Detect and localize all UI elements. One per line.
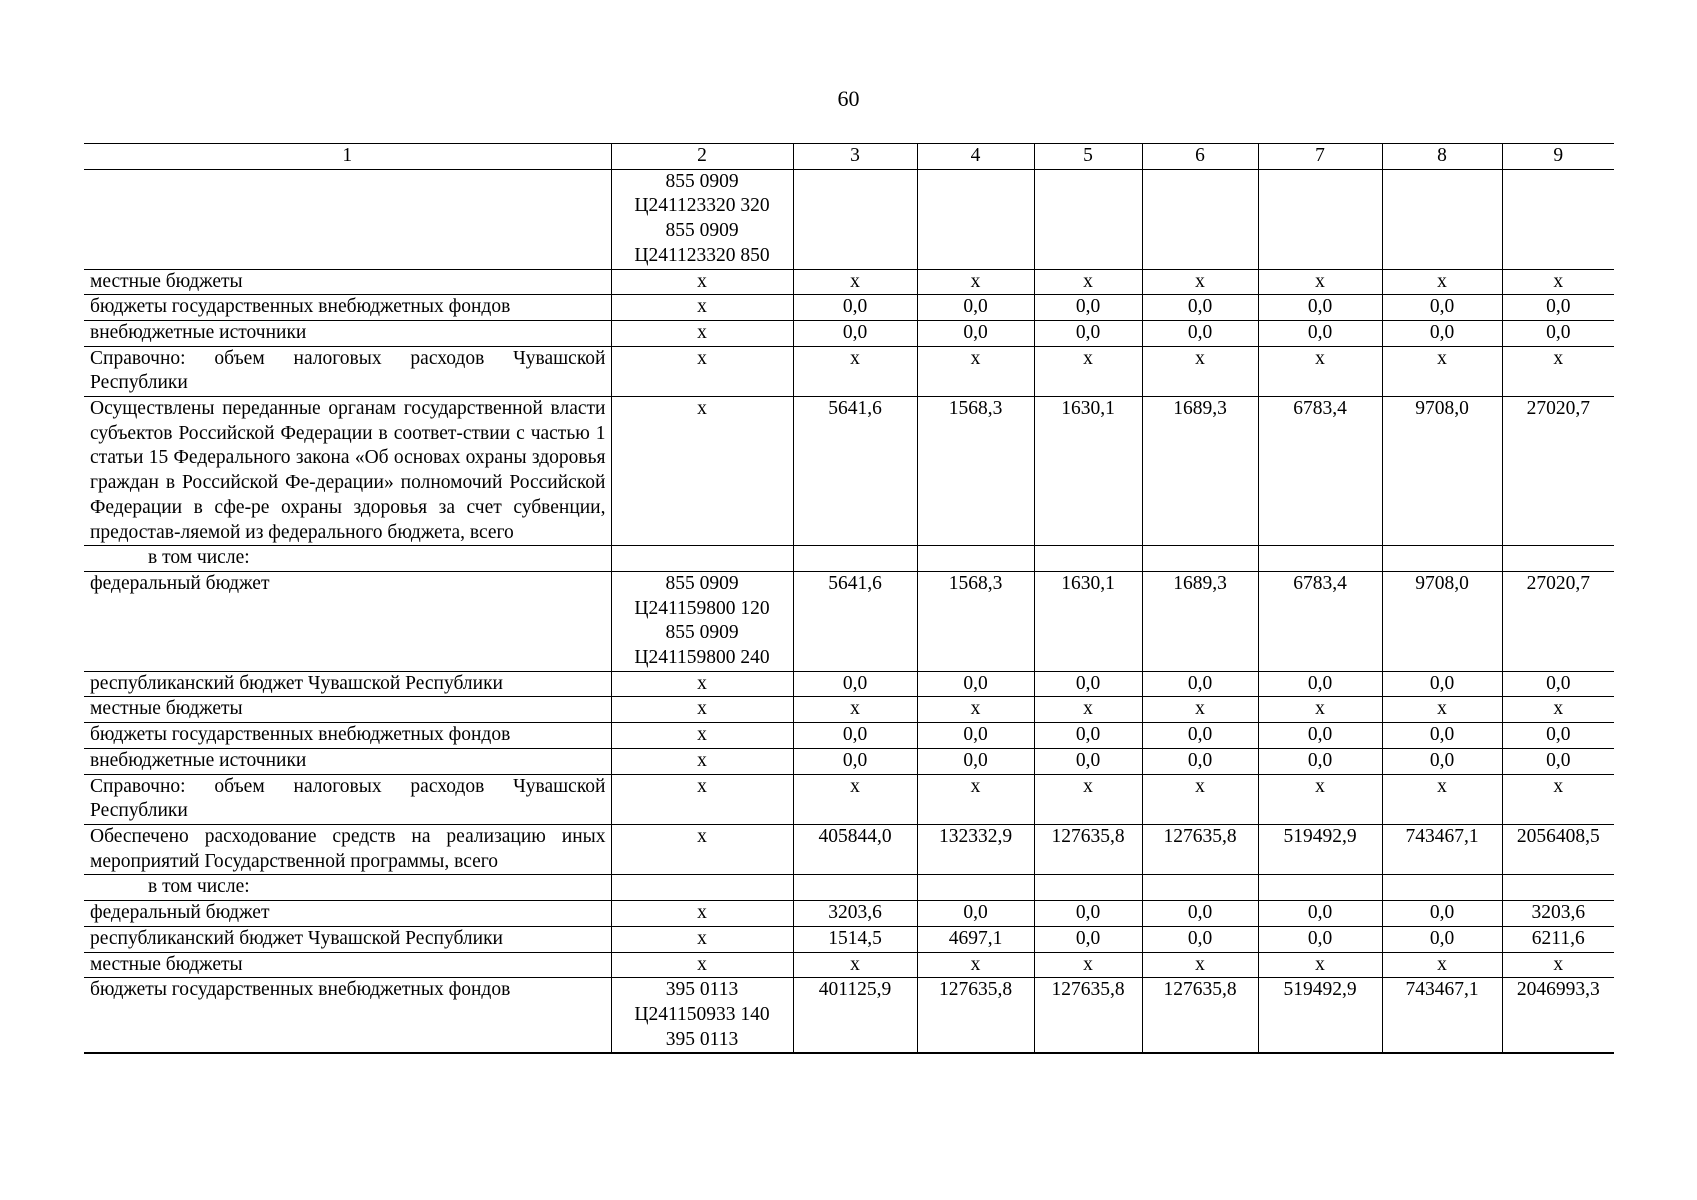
row-description: республиканский бюджет Чувашской Республики bbox=[84, 926, 611, 952]
value-cell: х bbox=[1034, 774, 1142, 824]
value-cell: 519492,9 bbox=[1258, 978, 1382, 1054]
value-cell: 0,0 bbox=[1034, 671, 1142, 697]
value-cell bbox=[1034, 546, 1142, 572]
budget-code-cell bbox=[611, 875, 793, 901]
value-cell: 3203,6 bbox=[1502, 901, 1614, 927]
value-cell: х bbox=[1382, 269, 1502, 295]
value-cell: 519492,9 bbox=[1258, 824, 1382, 874]
value-cell: 0,0 bbox=[1142, 748, 1258, 774]
value-cell: 2056408,5 bbox=[1502, 824, 1614, 874]
value-cell: 0,0 bbox=[1034, 901, 1142, 927]
value-cell: 0,0 bbox=[1034, 320, 1142, 346]
budget-code-cell bbox=[611, 295, 793, 321]
value-cell: 1568,3 bbox=[917, 397, 1034, 546]
value-cell: х bbox=[793, 952, 917, 978]
budget-code-cell bbox=[611, 269, 793, 295]
header-cell: 2 bbox=[611, 144, 793, 170]
value-cell bbox=[1034, 875, 1142, 901]
value-cell: 5641,6 bbox=[793, 571, 917, 671]
row-description: Справочно: объем налоговых расходов Чувашской Республики bbox=[84, 774, 611, 824]
value-cell: 27020,7 bbox=[1502, 571, 1614, 671]
budget-code-cell bbox=[611, 346, 793, 396]
value-cell: 0,0 bbox=[1382, 723, 1502, 749]
row-description: бюджеты государственных внебюджетных фондов bbox=[84, 723, 611, 749]
budget-code-cell bbox=[611, 571, 793, 671]
value-cell: 1568,3 bbox=[917, 571, 1034, 671]
budget-code-line: х bbox=[697, 270, 707, 292]
value-cell: х bbox=[1382, 697, 1502, 723]
value-cell: х bbox=[1382, 774, 1502, 824]
value-cell: х bbox=[1502, 774, 1614, 824]
value-cell: 0,0 bbox=[1258, 671, 1382, 697]
value-cell: 0,0 bbox=[917, 295, 1034, 321]
table-row bbox=[84, 901, 1614, 927]
budget-code-line: 855 0909 bbox=[665, 622, 739, 644]
value-cell: 6211,6 bbox=[1502, 926, 1614, 952]
value-cell: х bbox=[1502, 269, 1614, 295]
value-cell: 9708,0 bbox=[1382, 397, 1502, 546]
table-row bbox=[84, 697, 1614, 723]
value-cell: х bbox=[1382, 346, 1502, 396]
budget-code-line: Ц241159800 240 bbox=[634, 647, 770, 669]
budget-code-line: х bbox=[697, 825, 707, 847]
budget-table bbox=[84, 143, 1614, 1054]
budget-code-cell bbox=[611, 774, 793, 824]
row-description bbox=[84, 169, 611, 269]
table-row bbox=[84, 320, 1614, 346]
value-cell: 132332,9 bbox=[917, 824, 1034, 874]
value-cell: х bbox=[793, 269, 917, 295]
value-cell bbox=[1258, 169, 1382, 269]
value-cell: 27020,7 bbox=[1502, 397, 1614, 546]
value-cell: 0,0 bbox=[1142, 926, 1258, 952]
value-cell: 0,0 bbox=[1034, 723, 1142, 749]
value-cell: 0,0 bbox=[1034, 748, 1142, 774]
table-row bbox=[84, 269, 1614, 295]
value-cell: 0,0 bbox=[1502, 295, 1614, 321]
value-cell: 0,0 bbox=[1382, 926, 1502, 952]
value-cell: х bbox=[793, 774, 917, 824]
value-cell: 0,0 bbox=[793, 748, 917, 774]
value-cell: 0,0 bbox=[1258, 320, 1382, 346]
header-cell: 5 bbox=[1034, 144, 1142, 170]
table-row bbox=[84, 774, 1614, 824]
value-cell: х bbox=[917, 952, 1034, 978]
value-cell: 127635,8 bbox=[1142, 824, 1258, 874]
value-cell: 743467,1 bbox=[1382, 978, 1502, 1054]
value-cell: х bbox=[1142, 269, 1258, 295]
value-cell: 1689,3 bbox=[1142, 571, 1258, 671]
value-cell bbox=[1502, 875, 1614, 901]
row-description: внебюджетные источники bbox=[84, 320, 611, 346]
table-row bbox=[84, 748, 1614, 774]
value-cell: 0,0 bbox=[1502, 671, 1614, 697]
budget-code-cell bbox=[611, 748, 793, 774]
row-description: бюджеты государственных внебюджетных фондов bbox=[84, 978, 611, 1054]
value-cell: 6783,4 bbox=[1258, 397, 1382, 546]
value-cell: 0,0 bbox=[1258, 901, 1382, 927]
budget-code-line: 395 0113 bbox=[665, 1028, 739, 1050]
value-cell: х bbox=[1034, 952, 1142, 978]
value-cell bbox=[1382, 169, 1502, 269]
value-cell: 3203,6 bbox=[793, 901, 917, 927]
value-cell: 4697,1 bbox=[917, 926, 1034, 952]
value-cell: 1630,1 bbox=[1034, 397, 1142, 546]
header-cell: 6 bbox=[1142, 144, 1258, 170]
value-cell: 0,0 bbox=[1502, 320, 1614, 346]
row-description: республиканский бюджет Чувашской Республики bbox=[84, 671, 611, 697]
budget-code-line: х bbox=[697, 775, 707, 797]
row-description: Осуществлены переданные органам государственной власти субъектов Российской Федерации в соответ-ствии с частью 1 статьи 15 Федерального закона «Об основах охраны здоровья граждан в Российской Фе-дерации» полномочий Российской Федерации в сфе-ре охраны здоровья за счет субвенции, предостав-ляемой из федерального бюджета, всего bbox=[84, 397, 611, 546]
row-description: бюджеты государственных внебюджетных фондов bbox=[84, 295, 611, 321]
table-row bbox=[84, 546, 1614, 572]
table-row bbox=[84, 295, 1614, 321]
budget-code-line: 855 0909 bbox=[665, 220, 739, 242]
value-cell bbox=[1258, 546, 1382, 572]
value-cell: х bbox=[1034, 269, 1142, 295]
budget-code-cell bbox=[611, 952, 793, 978]
value-cell: х bbox=[1142, 346, 1258, 396]
value-cell: 0,0 bbox=[1502, 723, 1614, 749]
table-row bbox=[84, 571, 1614, 671]
value-cell: х bbox=[917, 346, 1034, 396]
header-cell: 8 bbox=[1382, 144, 1502, 170]
value-cell: 127635,8 bbox=[1142, 978, 1258, 1054]
value-cell bbox=[917, 169, 1034, 269]
header-cell: 1 bbox=[84, 144, 611, 170]
value-cell: 401125,9 bbox=[793, 978, 917, 1054]
table-row bbox=[84, 723, 1614, 749]
value-cell: 0,0 bbox=[1034, 295, 1142, 321]
value-cell: 127635,8 bbox=[1034, 824, 1142, 874]
budget-code-line: 395 0113 bbox=[665, 979, 739, 1001]
value-cell: 0,0 bbox=[1142, 901, 1258, 927]
value-cell: х bbox=[793, 346, 917, 396]
budget-code-cell bbox=[611, 926, 793, 952]
row-description: в том числе: bbox=[84, 875, 611, 901]
value-cell: 0,0 bbox=[1034, 926, 1142, 952]
value-cell: 5641,6 bbox=[793, 397, 917, 546]
value-cell: 0,0 bbox=[1382, 748, 1502, 774]
value-cell bbox=[1382, 875, 1502, 901]
value-cell bbox=[1034, 169, 1142, 269]
value-cell: х bbox=[917, 697, 1034, 723]
value-cell: 0,0 bbox=[793, 671, 917, 697]
header-row bbox=[84, 144, 1614, 170]
budget-code-cell bbox=[611, 546, 793, 572]
table-row bbox=[84, 952, 1614, 978]
budget-code-line: 855 0909 bbox=[665, 572, 739, 594]
table-row bbox=[84, 671, 1614, 697]
table-row bbox=[84, 397, 1614, 546]
value-cell: х bbox=[1258, 269, 1382, 295]
row-description: федеральный бюджет bbox=[84, 901, 611, 927]
value-cell: х bbox=[1502, 346, 1614, 396]
value-cell: 0,0 bbox=[1258, 723, 1382, 749]
budget-code-cell bbox=[611, 901, 793, 927]
value-cell: 0,0 bbox=[1142, 723, 1258, 749]
budget-code-line: Ц241159800 120 bbox=[634, 597, 770, 619]
value-cell bbox=[1258, 875, 1382, 901]
row-description: местные бюджеты bbox=[84, 952, 611, 978]
table-row bbox=[84, 978, 1614, 1054]
budget-code-line: х bbox=[697, 902, 707, 924]
row-description: в том числе: bbox=[84, 546, 611, 572]
budget-code-cell bbox=[611, 320, 793, 346]
budget-code-cell bbox=[611, 824, 793, 874]
value-cell: х bbox=[1142, 697, 1258, 723]
value-cell: 0,0 bbox=[917, 901, 1034, 927]
value-cell: 0,0 bbox=[1382, 671, 1502, 697]
table-row bbox=[84, 169, 1614, 269]
row-description: Справочно: объем налоговых расходов Чувашской Республики bbox=[84, 346, 611, 396]
value-cell: х bbox=[1258, 697, 1382, 723]
value-cell: 0,0 bbox=[1382, 320, 1502, 346]
budget-code-line: Ц241123320 320 bbox=[634, 195, 770, 217]
value-cell: 0,0 bbox=[1502, 748, 1614, 774]
row-description: федеральный бюджет bbox=[84, 571, 611, 671]
row-description: внебюджетные источники bbox=[84, 748, 611, 774]
value-cell: 0,0 bbox=[1142, 295, 1258, 321]
value-cell: х bbox=[1258, 346, 1382, 396]
value-cell: 0,0 bbox=[793, 320, 917, 346]
budget-code-cell bbox=[611, 671, 793, 697]
value-cell: 127635,8 bbox=[917, 978, 1034, 1054]
budget-code-cell bbox=[611, 397, 793, 546]
budget-code-line: х bbox=[697, 296, 707, 318]
value-cell bbox=[1142, 875, 1258, 901]
value-cell bbox=[917, 875, 1034, 901]
value-cell: 0,0 bbox=[1382, 901, 1502, 927]
header-cell: 4 bbox=[917, 144, 1034, 170]
value-cell: 0,0 bbox=[917, 723, 1034, 749]
budget-code-line: х bbox=[697, 347, 707, 369]
budget-code-cell bbox=[611, 697, 793, 723]
value-cell: х bbox=[1142, 952, 1258, 978]
budget-code-line: х bbox=[697, 749, 707, 771]
value-cell bbox=[1502, 546, 1614, 572]
value-cell: 9708,0 bbox=[1382, 571, 1502, 671]
value-cell: 1689,3 bbox=[1142, 397, 1258, 546]
value-cell bbox=[917, 546, 1034, 572]
value-cell: 1514,5 bbox=[793, 926, 917, 952]
row-description: Обеспечено расходование средств на реализацию иных мероприятий Государственной программы, всего bbox=[84, 824, 611, 874]
value-cell: 0,0 bbox=[793, 723, 917, 749]
value-cell: х bbox=[1034, 346, 1142, 396]
value-cell: х bbox=[917, 774, 1034, 824]
value-cell: 0,0 bbox=[917, 320, 1034, 346]
value-cell: 0,0 bbox=[1382, 295, 1502, 321]
value-cell: 743467,1 bbox=[1382, 824, 1502, 874]
table-row bbox=[84, 926, 1614, 952]
value-cell bbox=[1502, 169, 1614, 269]
value-cell: х bbox=[793, 697, 917, 723]
value-cell: 0,0 bbox=[1258, 748, 1382, 774]
value-cell bbox=[793, 875, 917, 901]
value-cell: х bbox=[1142, 774, 1258, 824]
budget-code-line: Ц241150933 140 bbox=[634, 1003, 770, 1025]
budget-code-line: Ц241123320 850 bbox=[634, 244, 770, 266]
budget-code-cell bbox=[611, 169, 793, 269]
budget-code-line: 855 0909 bbox=[665, 170, 739, 192]
row-description: местные бюджеты bbox=[84, 269, 611, 295]
value-cell: х bbox=[1502, 952, 1614, 978]
value-cell: 0,0 bbox=[1258, 295, 1382, 321]
value-cell: х bbox=[1502, 697, 1614, 723]
value-cell: х bbox=[917, 269, 1034, 295]
value-cell: 0,0 bbox=[917, 748, 1034, 774]
budget-code-line: х bbox=[697, 927, 707, 949]
value-cell: 405844,0 bbox=[793, 824, 917, 874]
budget-code-line: х bbox=[697, 672, 707, 694]
value-cell bbox=[1382, 546, 1502, 572]
budget-code-line: х bbox=[697, 398, 707, 420]
header-cell: 7 bbox=[1258, 144, 1382, 170]
page-number: 60 bbox=[837, 86, 860, 111]
row-description: местные бюджеты bbox=[84, 697, 611, 723]
value-cell: 2046993,3 bbox=[1502, 978, 1614, 1054]
header-cell: 3 bbox=[793, 144, 917, 170]
value-cell: 1630,1 bbox=[1034, 571, 1142, 671]
budget-code-line: х bbox=[697, 953, 707, 975]
value-cell: 6783,4 bbox=[1258, 571, 1382, 671]
budget-code-line: х bbox=[697, 698, 707, 720]
value-cell bbox=[1142, 169, 1258, 269]
value-cell: 0,0 bbox=[793, 295, 917, 321]
budget-code-cell bbox=[611, 723, 793, 749]
budget-code-cell bbox=[611, 978, 793, 1054]
value-cell: 127635,8 bbox=[1034, 978, 1142, 1054]
value-cell: 0,0 bbox=[1142, 320, 1258, 346]
value-cell bbox=[793, 169, 917, 269]
value-cell: х bbox=[1258, 774, 1382, 824]
value-cell bbox=[1142, 546, 1258, 572]
value-cell: х bbox=[1382, 952, 1502, 978]
table-row bbox=[84, 824, 1614, 874]
value-cell: 0,0 bbox=[1258, 926, 1382, 952]
budget-code-line: х bbox=[697, 724, 707, 746]
value-cell: 0,0 bbox=[1142, 671, 1258, 697]
value-cell bbox=[793, 546, 917, 572]
value-cell: х bbox=[1034, 697, 1142, 723]
value-cell: 0,0 bbox=[917, 671, 1034, 697]
table-row bbox=[84, 346, 1614, 396]
budget-code-line: х bbox=[697, 321, 707, 343]
value-cell: х bbox=[1258, 952, 1382, 978]
table-row bbox=[84, 875, 1614, 901]
header-cell: 9 bbox=[1502, 144, 1614, 170]
